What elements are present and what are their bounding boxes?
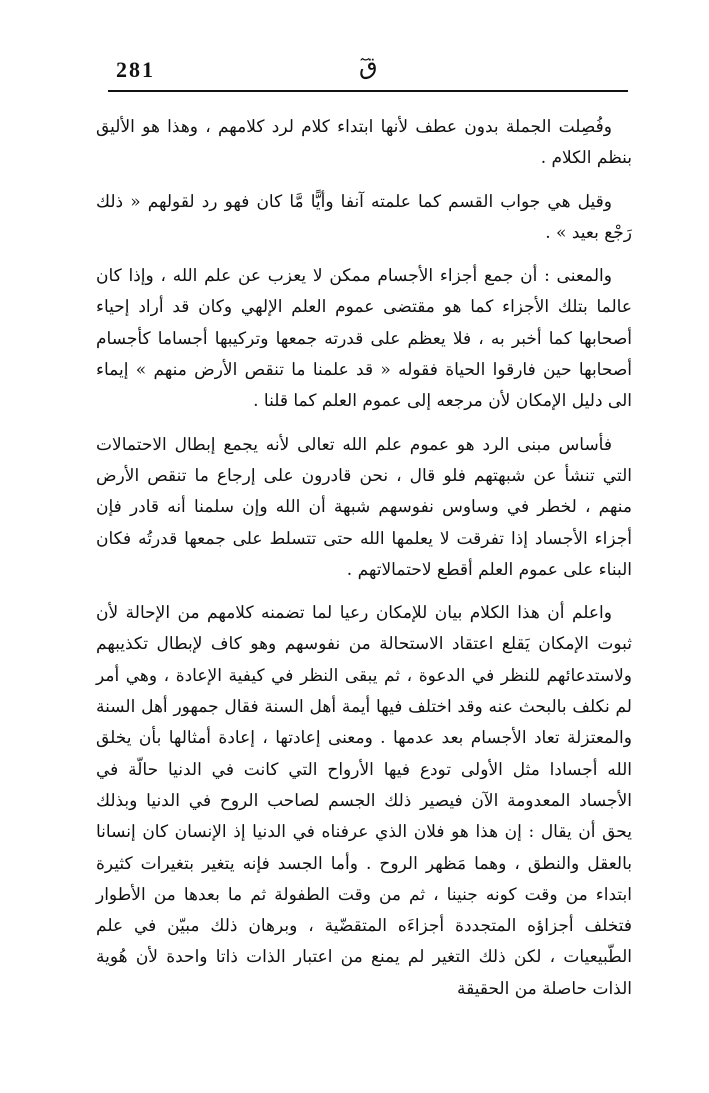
body-text: [96, 112, 632, 1005]
header-rule: [108, 90, 628, 92]
page-header: [108, 50, 628, 92]
chapter-title: قٓ: [359, 52, 378, 80]
paragraph: فأساس مبنى الرد هو عموم علم الله تعالى لأنه يجمع إبطال الاحتمالات التي تنشأ عن شبهتهم فلو قال ، نحن قادرون على إرجاع ما تنقص الأرض منهم ، لخطر في وساوس نفوسهم شبهة أن الله وإن سلمنا أنه قادر فإن أجزاء الأجساد إذا تفرقت لا يعلمها الله حتى تتسلط على جمعها قدرتُه فكان البناء على عموم العلم أقطع لاحتمالاتهم .: [96, 434, 632, 580]
paragraph: والمعنى : أن جمع أجزاء الأجسام ممكن لا يعزب عن علم الله ، وإذا كان عالما بتلك الأجزاء كما هو مقتضى عموم العلم الإلهي وكان قد أراد إحياء أصحابها كما أخبر به ، فلا يعظم على قدرته جمعها وتركيبها أجساما كأجسام أصحابها حين فارقوا الحياة فقوله « قد علمنا ما تنقص الأرض منهم » إيماء الى دليل الإمكان لأن مرجعه إلى عموم العلم كما قلنا .: [96, 266, 632, 412]
paragraph: وفُصِلت الجملة بدون عطف لأنها ابتداء كلام لرد كلامهم ، وهذا هو الأليق بنظم الكلام .: [96, 117, 632, 169]
page-number: 281: [116, 57, 155, 82]
paragraph: واعلم أن هذا الكلام بيان للإمكان رعيا لما تضمنه كلامهم من الإحالة لأن ثبوت الإمكان يَقلع اعتقاد الاستحالة من نفوسهم وهو كاف لإبطال تكذيبهم ولاستدعائهم للنظر في الدعوة ، ثم يبقى النظر في كيفية الإعادة ، وهي أمر لم نكلف بالبحث عنه وقد اختلف فيها أيمة أهل السنة فقال جمهور أهل السنة والمعتزلة تعاد الأجسام بعد عدمها . ومعنى إعادتها ، إعادة أمثالها بأن يخلق الله أجسادا مثل الأولى تودع فيها الأرواح التي كانت في الدنيا حالّة في الأجساد المعدومة الآن فيصير ذلك الجسم لصاحب الروح في الدنيا وبذلك يحق أن يقال : إن هذا هو فلان الذي عرفناه في الدنيا إذ الإنسان كان إنسانا بالعقل والنطق ، وهما مَظهر الروح . وأما الجسد فإنه يتغير بتغيرات كثيرة ابتداء من وقت كونه جنينا ، ثم من وقت الطفولة ثم ما بعدها من الأطوار فتخلف أجزاؤه المتجددة أجزاءَه المتقضّية ، وبرهان ذلك مبيّن في علم الطّبيعيات ، لكن ذلك التغير لم يمنع من اعتبار الذات ذاتا واحدة لأن هُوية الذات حاصلة من الحقيقة: [96, 603, 632, 999]
paragraph: وقيل هي جواب القسم كما علمته آنفا وأيًّا مَّا كان فهو رد لقولهم « ذلك رَجْع بعيد » .: [96, 191, 632, 243]
